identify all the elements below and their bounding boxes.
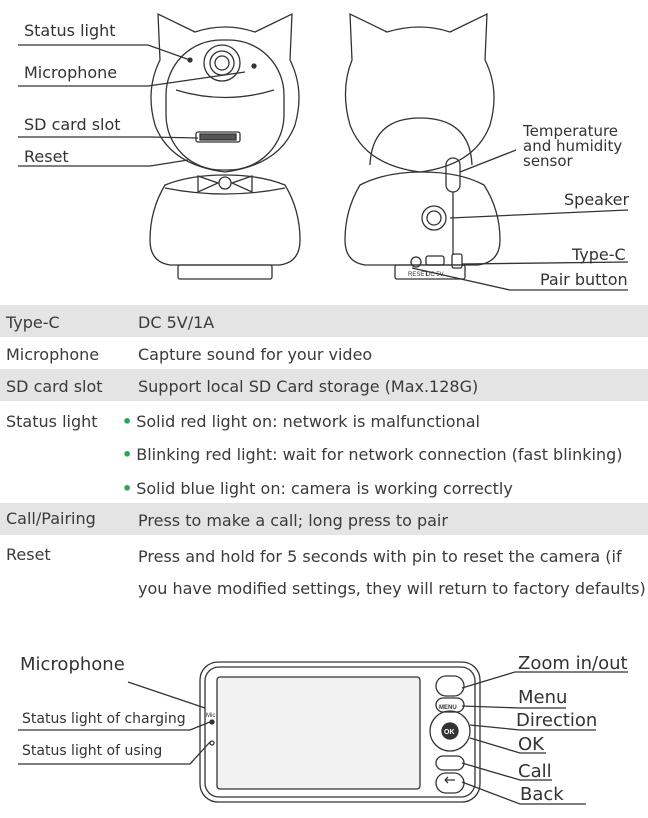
monitor-callout-direction: Direction: [516, 710, 598, 731]
spec-label: SD card slot: [6, 377, 103, 396]
bullet-icon: •: [122, 445, 133, 464]
mic-marking: Mic: [206, 713, 216, 719]
spec-value: Capture sound for your video: [138, 345, 373, 364]
callout-reset: Reset: [24, 147, 69, 166]
bullet-icon: •: [122, 412, 133, 431]
callout-status-light: Status light: [24, 21, 116, 40]
spec-label: Type-C: [6, 313, 60, 332]
spec-value: you have modified settings, they will return to factory defaults): [138, 579, 646, 598]
callout-temperature-sensor-1: Temperature: [523, 122, 619, 140]
callout-sd-card-slot: SD card slot: [24, 115, 121, 134]
spec-label: Call/Pairing: [6, 509, 96, 528]
callout-microphone: Microphone: [24, 63, 118, 82]
svg-text:DC 5V: DC 5V: [426, 272, 444, 278]
monitor-callout-microphone: Microphone: [20, 654, 125, 675]
spec-value: Press and hold for 5 seconds with pin to reset the camera (if: [138, 547, 622, 566]
callout-speaker: Speaker: [564, 190, 630, 209]
spec-value: Support local SD Card storage (Max.128G): [138, 377, 479, 396]
spec-row-type-c: [0, 305, 648, 337]
callout-type-c: Type-C: [572, 245, 626, 264]
monitor-callout-back: Back: [520, 784, 564, 805]
callout-temperature-sensor-2: and humidity: [523, 137, 623, 155]
spec-label: Microphone: [6, 345, 100, 364]
monitor-callout-menu: Menu: [518, 687, 568, 708]
monitor-callout-call: Call: [518, 761, 552, 782]
monitor-callout-using: Status light of using: [22, 743, 163, 759]
bullet-icon: •: [122, 479, 133, 498]
menu-button-marking: MENU: [439, 705, 457, 711]
monitor-callout-ok: OK: [518, 734, 544, 755]
monitor-callout-zoom: Zoom in/out: [518, 653, 628, 674]
spec-row-sd-card-slot: [0, 369, 648, 401]
spec-value: DC 5V/1A: [138, 313, 215, 332]
status-bullet: • Solid red light on: network is malfunctional: [122, 412, 480, 431]
svg-text:RESET: RESET: [408, 272, 429, 278]
callout-temperature-sensor-3: sensor: [523, 152, 573, 170]
spec-label: Status light: [6, 412, 98, 431]
ok-button-marking: OK: [444, 729, 455, 736]
spec-row-status-light: [0, 401, 648, 503]
spec-row-call-pairing: [0, 503, 648, 535]
status-bullet: • Solid blue light on: camera is working correctly: [122, 479, 513, 498]
spec-label: Reset: [6, 545, 51, 564]
callout-pair-button: Pair button: [540, 270, 628, 289]
spec-value: Press to make a call; long press to pair: [138, 511, 448, 530]
monitor-callout-charging: Status light of charging: [22, 711, 186, 727]
status-bullet: • Blinking red light: wait for network connection (fast blinking): [122, 445, 623, 464]
spec-row-reset: [0, 535, 648, 605]
spec-row-microphone: [0, 337, 648, 369]
